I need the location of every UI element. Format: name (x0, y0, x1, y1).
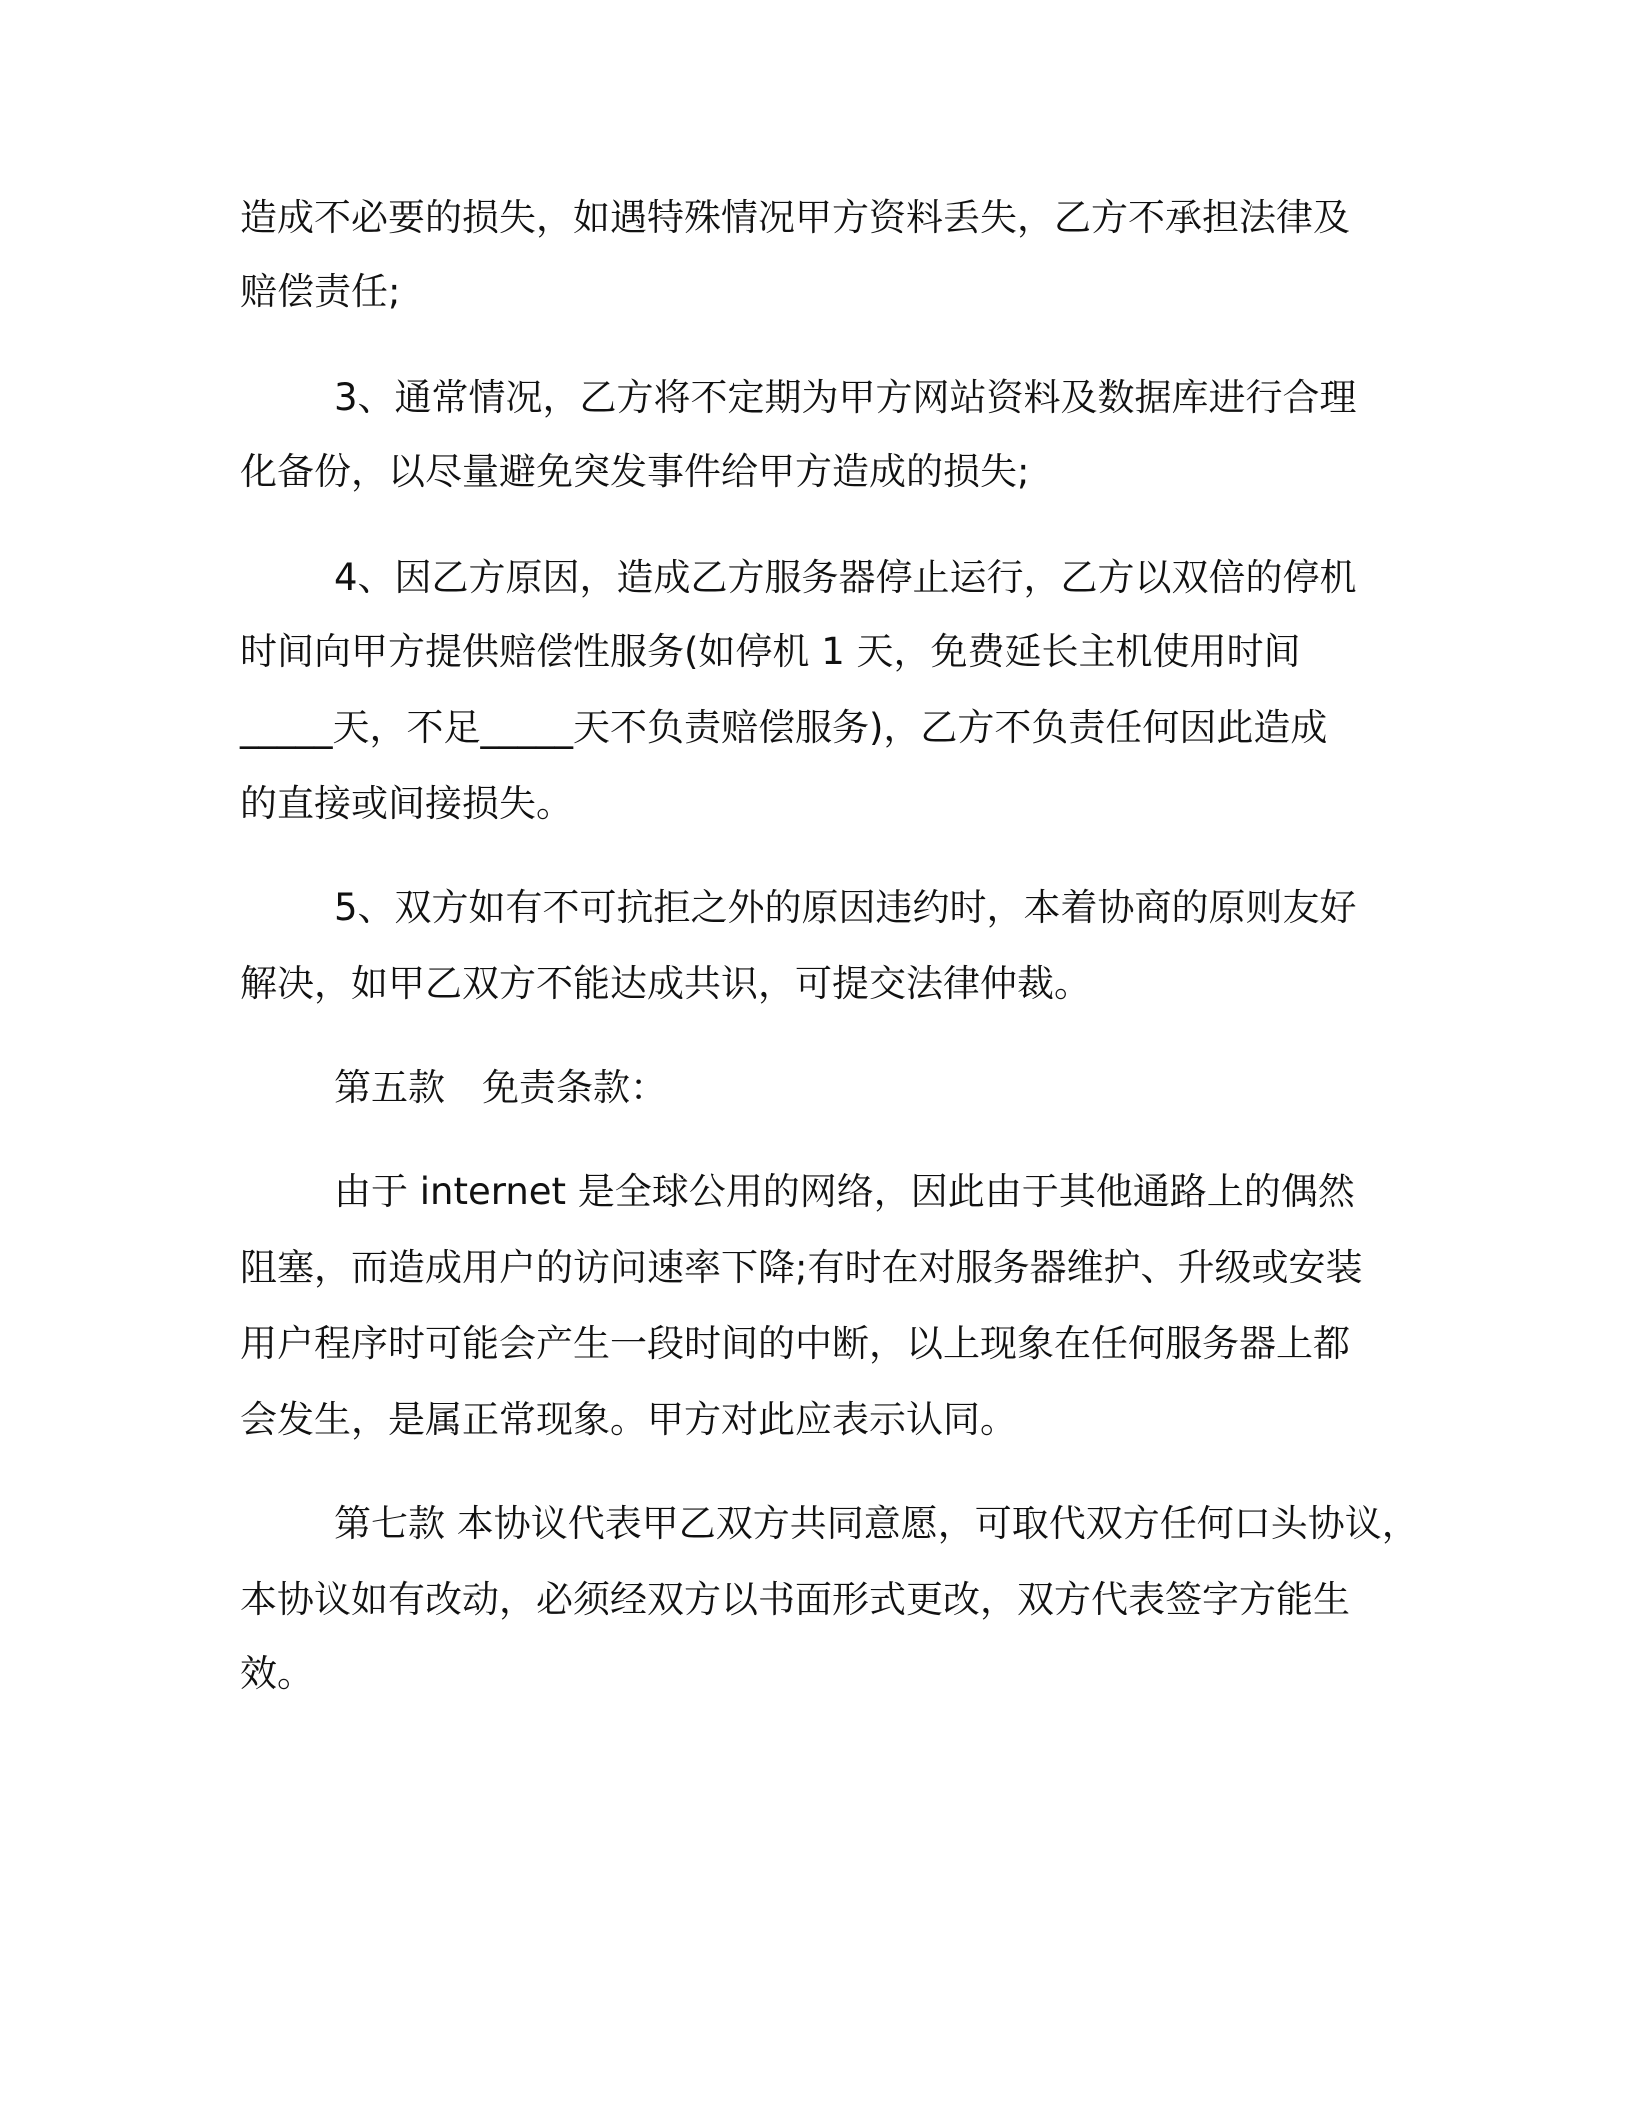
text-line: 会发生，是属正常现象。甲方对此应表示认同。 (240, 1398, 1017, 1441)
text-line: 造成不必要的损失，如遇特殊情况甲方资料丢失，乙方不承担法律及 (240, 196, 1350, 239)
text-line: 解决，如甲乙双方不能达成共识，可提交法律仲裁。 (240, 962, 1091, 1005)
text-line: 第七款 本协议代表甲乙双方共同意愿，可取代双方任何口头协议， (334, 1502, 1419, 1545)
text-line: 阻塞，而造成用户的访问速率下降;有时在对服务器维护、升级或安装 (240, 1246, 1363, 1289)
text-line: 的直接或间接损失。 (240, 782, 573, 825)
text-line: 由于 internet 是全球公用的网络，因此由于其他通路上的偶然 (334, 1170, 1355, 1213)
text-line: 时间向甲方提供赔偿性服务(如停机 1 天，免费延长主机使用时间 (240, 630, 1301, 673)
text-line: 用户程序时可能会产生一段时间的中断，以上现象在任何服务器上都 (240, 1322, 1350, 1365)
text-line: 4、因乙方原因，造成乙方服务器停止运行，乙方以双倍的停机 (334, 556, 1357, 599)
text-line: 效。 (240, 1652, 314, 1695)
text-line: 本协议如有改动，必须经双方以书面形式更改，双方代表签字方能生 (240, 1578, 1350, 1621)
text-line: 3、通常情况，乙方将不定期为甲方网站资料及数据库进行合理 (334, 376, 1357, 419)
text-line: 化备份，以尽量避免突发事件给甲方造成的损失; (240, 450, 1030, 493)
text-line: 赔偿责任; (240, 270, 401, 313)
text-line: 5、双方如有不可抗拒之外的原因违约时，本着协商的原则友好 (334, 886, 1357, 929)
section-heading: 第五款 免责条款： (334, 1066, 667, 1109)
text-line: _____天，不足_____天不负责赔偿服务)，乙方不负责任何因此造成 (240, 706, 1328, 749)
